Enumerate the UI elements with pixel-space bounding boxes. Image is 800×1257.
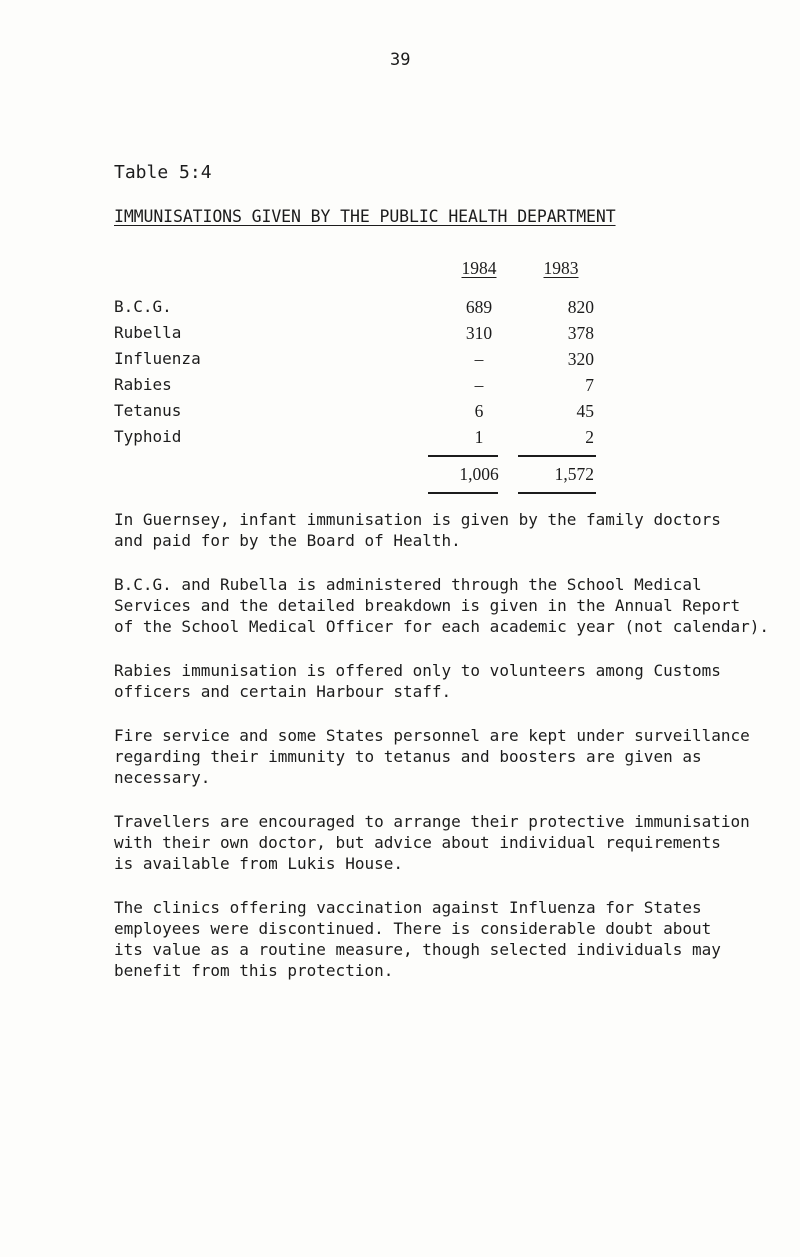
row-label: Influenza <box>114 349 201 368</box>
immunisation-table <box>114 258 594 453</box>
total-1984: 1,006 <box>459 464 499 484</box>
value-1984: 689 <box>465 297 493 317</box>
total-rule-top-1984 <box>428 455 498 457</box>
value-1983: 378 <box>567 323 594 343</box>
paragraph: Rabies immunisation is offered only to volunteers among Customs officers and certain Harbour staff. <box>114 661 721 701</box>
paragraph: Travellers are encouraged to arrange their protective immunisation with their own doctor, but advice about individual requirements is available from Lukis House. <box>114 812 750 873</box>
row-label: B.C.G. <box>114 297 172 316</box>
total-rule-bottom-1984 <box>428 492 498 494</box>
table-row <box>114 401 594 427</box>
value-1984: – <box>474 349 484 369</box>
row-label: Tetanus <box>114 401 182 420</box>
total-1983: 1,572 <box>554 464 594 484</box>
total-rule-top-1983 <box>518 455 596 457</box>
paragraph: B.C.G. and Rubella is administered through the School Medical Services and the detailed breakdown is given in the Annual Report of the School Medical Officer for each academic year (not calendar). <box>114 575 770 636</box>
value-1983: 2 <box>585 427 594 447</box>
table-label: Table 5:4 <box>114 162 212 183</box>
row-label: Typhoid <box>114 427 182 446</box>
value-1984: 6 <box>474 401 484 421</box>
value-1983: 45 <box>576 401 594 421</box>
table-heading: IMMUNISATIONS GIVEN BY THE PUBLIC HEALTH DEPARTMENT <box>114 207 616 226</box>
paragraph: The clinics offering vaccination against Influenza for States employees were discontinued. There is considerable doubt about its value as a routine measure, though selected individuals may benefit from this protection. <box>114 898 721 980</box>
value-1984: 310 <box>465 323 493 343</box>
value-1983: 820 <box>567 297 594 317</box>
table-row <box>114 375 594 401</box>
row-label: Rubella <box>114 323 182 342</box>
table-row <box>114 297 594 323</box>
value-1983: 7 <box>585 375 594 395</box>
column-header-1984: 1984 <box>461 258 497 278</box>
table-row <box>114 349 594 375</box>
total-rule-bottom-1983 <box>518 492 596 494</box>
body-text <box>114 509 794 1004</box>
table-row <box>114 427 594 453</box>
table-row <box>114 323 594 349</box>
value-1984: 1 <box>474 427 484 447</box>
row-label: Rabies <box>114 375 172 394</box>
page-number: 39 <box>390 50 411 70</box>
value-1983: 320 <box>567 349 594 369</box>
column-header-1983: 1983 <box>543 258 579 278</box>
paragraph: Fire service and some States personnel are kept under surveillance regarding their immunity to tetanus and boosters are given as necessary. <box>114 726 750 787</box>
paragraph: In Guernsey, infant immunisation is given by the family doctors and paid for by the Board of Health. <box>114 510 721 550</box>
totals-row <box>114 464 594 490</box>
table-header-row <box>114 258 594 284</box>
value-1984: – <box>474 375 484 395</box>
